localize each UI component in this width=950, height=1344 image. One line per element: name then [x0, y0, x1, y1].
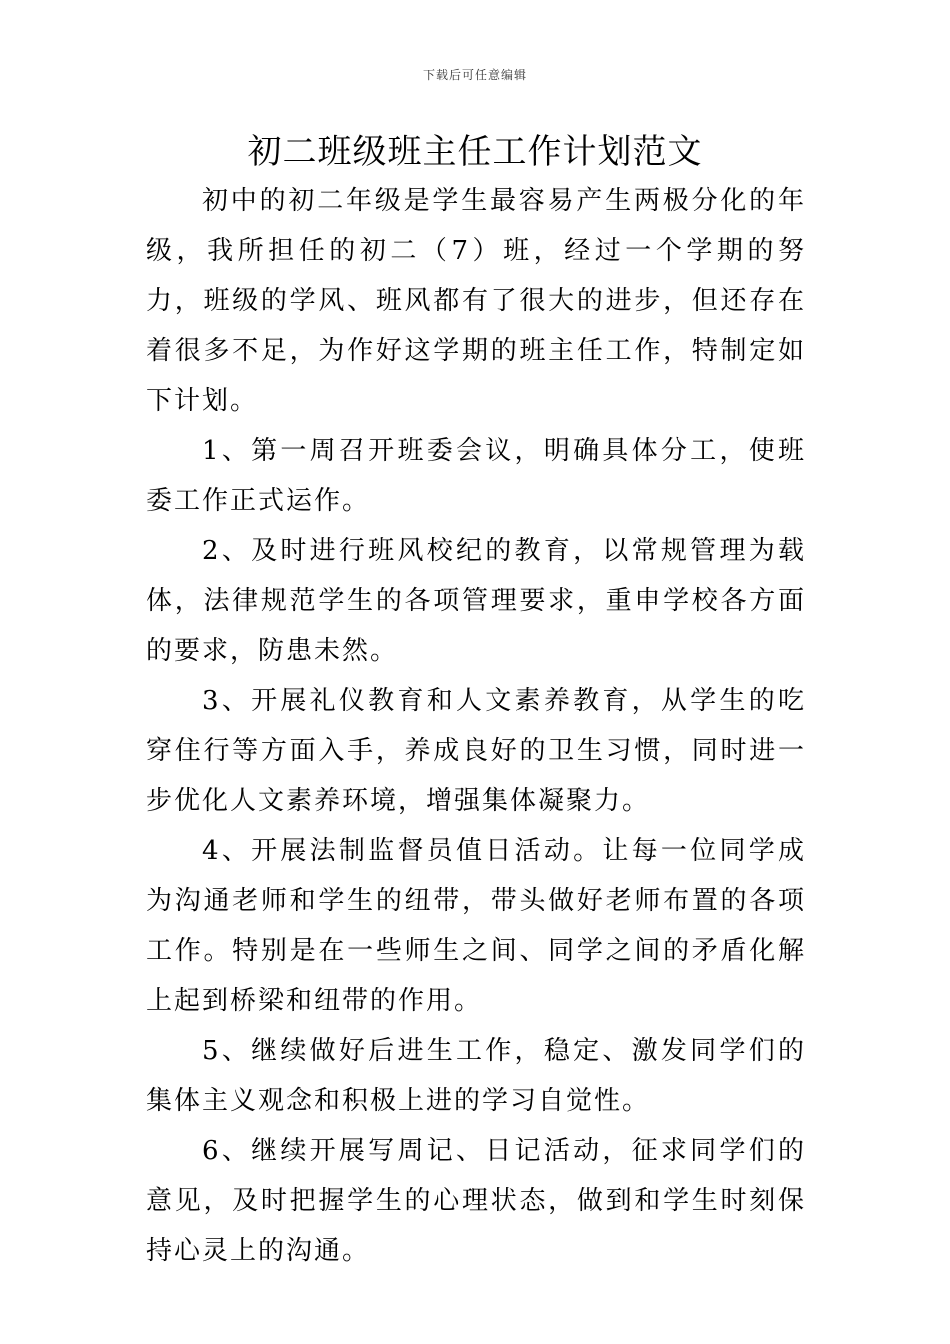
document-body: [146, 176, 806, 1276]
plan-item-4: 4、开展法制监督员值日活动。让每一位同学成为沟通老师和学生的纽带，带头做好老师布置的各项工作。特别是在一些师生之间、同学之间的矛盾化解上起到桥梁和纽带的作用。: [146, 836, 806, 1016]
document-title: 初二班级班主任工作计划范文: [247, 132, 703, 172]
plan-item-2: 2、及时进行班风校纪的教育，以常规管理为载体，法律规范学生的各项管理要求，重申学校各方面的要求，防患未然。: [146, 536, 806, 666]
plan-item-6: 6、继续开展写周记、日记活动，征求同学们的意见，及时把握学生的心理状态，做到和学生时刻保持心灵上的沟通。: [146, 1136, 806, 1266]
intro-paragraph: 初中的初二年级是学生最容易产生两极分化的年级，我所担任的初二（7）班，经过一个学期的努力，班级的学风、班风都有了很大的进步，但还存在着很多不足，为作好这学期的班主任工作，特制定如下计划。: [146, 186, 806, 416]
plan-item-3: 3、开展礼仪教育和人文素养教育，从学生的吃穿住行等方面入手，养成良好的卫生习惯，同时进一步优化人文素养环境，增强集体凝聚力。: [146, 686, 806, 816]
header-note: 下载后可任意编辑: [422, 68, 527, 82]
plan-item-5: 5、继续做好后进生工作，稳定、激发同学们的集体主义观念和积极上进的学习自觉性。: [146, 1036, 806, 1116]
plan-item-1: 1、第一周召开班委会议，明确具体分工，使班委工作正式运作。: [146, 436, 806, 516]
